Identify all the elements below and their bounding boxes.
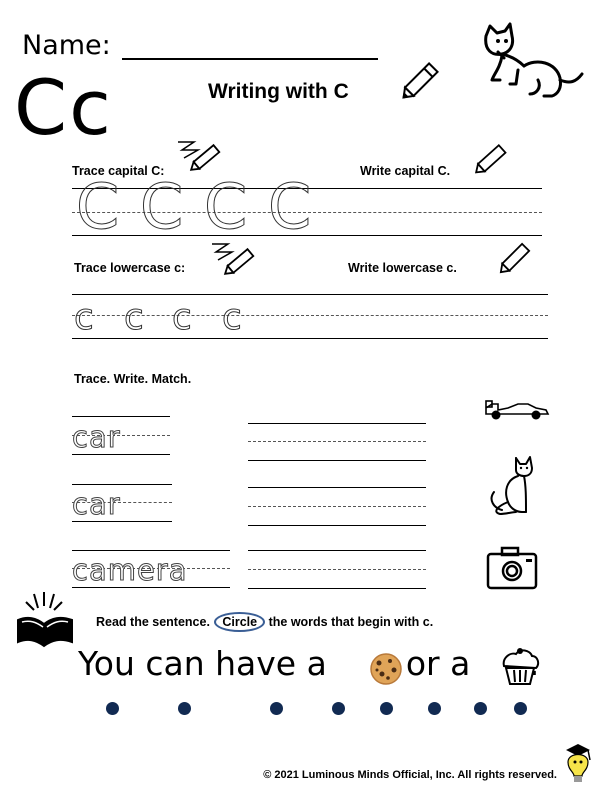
cupcake-icon[interactable] [500, 646, 540, 686]
write-line-1[interactable] [248, 460, 426, 461]
circle-word-highlight: Circle [214, 612, 265, 632]
word-dot [270, 702, 283, 715]
big-letters: Cc [14, 63, 113, 152]
race-car-icon[interactable] [484, 398, 550, 422]
lightbulb-mascot-icon [560, 742, 596, 786]
trace-word-car[interactable]: car [72, 420, 121, 454]
page-title: Writing with C [208, 80, 349, 103]
cat-icon[interactable] [486, 454, 536, 516]
trace-word-cat[interactable]: car [72, 487, 121, 521]
cat-icon [478, 22, 588, 104]
pencil-icon [396, 54, 448, 104]
name-write-line[interactable] [122, 58, 378, 60]
write-line-2[interactable] [248, 525, 426, 526]
word-dot [514, 702, 527, 715]
camera-icon[interactable] [486, 546, 540, 590]
word-dot [332, 702, 345, 715]
pencil-icon [470, 140, 512, 178]
trace-capital-label: Trace capital C: [72, 164, 165, 178]
tracing-pencil-icon [176, 138, 222, 174]
word-dot [380, 702, 393, 715]
word-dot [428, 702, 441, 715]
word-dot [474, 702, 487, 715]
write-lowercase-label: Write lowercase c. [348, 261, 457, 275]
write-line-3[interactable] [248, 588, 426, 589]
copyright-text: © 2021 Luminous Minds Official, Inc. All rights reserved. [263, 769, 557, 781]
trace-lowercase-letters[interactable]: c c c c [74, 297, 242, 338]
trace-capital-letters[interactable]: C C C C [76, 170, 312, 243]
open-book-icon [14, 590, 76, 650]
trace-write-match-heading: Trace. Write. Match. [74, 372, 192, 386]
reading-instruction: Read the sentence. Circle the words that begin with c. [96, 612, 433, 632]
write-capital-label: Write capital C. [360, 164, 451, 178]
tracing-pencil-icon [210, 240, 258, 278]
name-label: Name: [22, 30, 111, 61]
reading-sentence: You can have a or a . [78, 644, 540, 683]
cookie-icon[interactable] [368, 652, 404, 686]
trace-lowercase-label: Trace lowercase c: [74, 261, 186, 275]
word-dot [106, 702, 119, 715]
word-dot [178, 702, 191, 715]
trace-word-camera[interactable]: camera [72, 553, 188, 587]
pencil-icon [494, 238, 536, 278]
